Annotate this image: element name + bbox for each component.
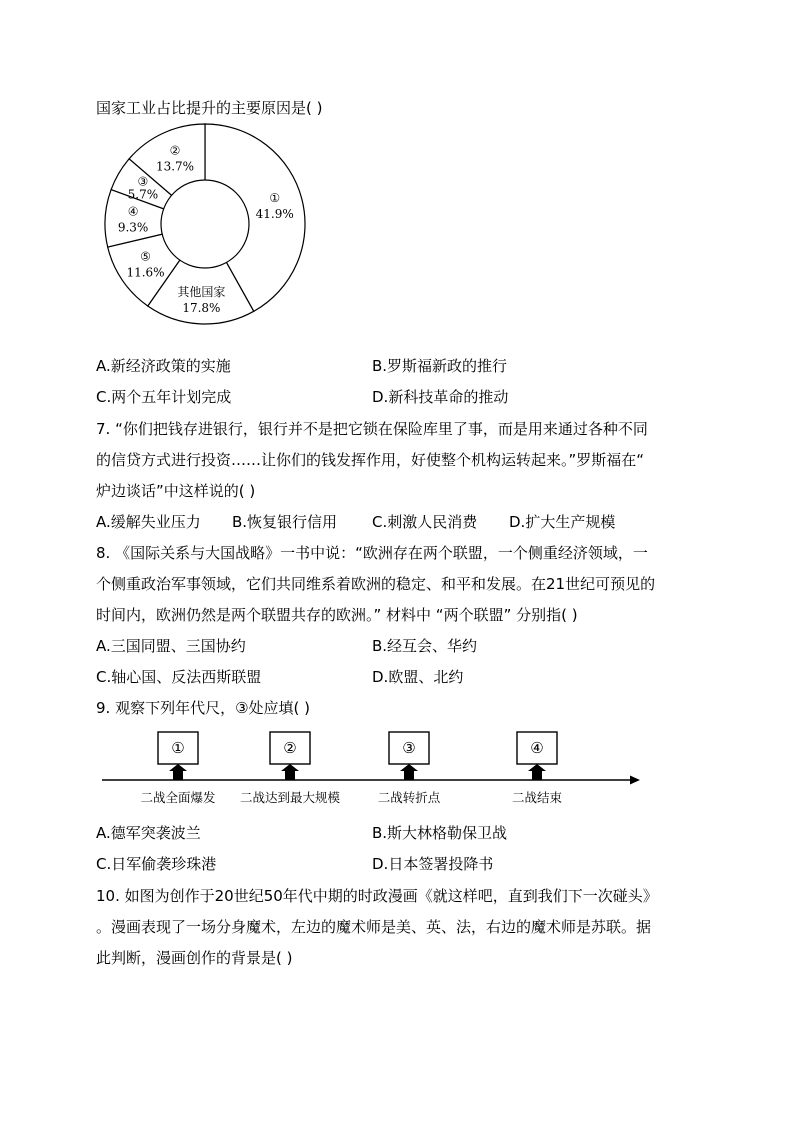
pie-value-label-5: 13.7% — [155, 159, 195, 174]
q6-option-a[interactable]: A.新经济政策的实施 — [96, 357, 231, 375]
q8-stem-line-1: 8. 《国际关系与大国战略》一书中说：“欧洲存在两个联盟，一个侧重经济领域，一 — [96, 544, 648, 562]
q6-option-d[interactable]: D.新科技革命的推动 — [372, 388, 509, 406]
q9-option-b[interactable]: B.斯大林格勒保卫战 — [372, 824, 508, 842]
pie-marker-2: ⑤ — [140, 249, 151, 264]
pie-marker-4: ③ — [137, 174, 149, 189]
pie-value-label-0: 41.9% — [255, 206, 294, 221]
q7-stem-line-3: 炉边谈话”中这样说的( ) — [96, 482, 256, 500]
q7-stem-line-1: 7. “你们把钱存进银行，银行并不是把它锁在保险库里了事，而是用来通过各种不同 — [96, 420, 648, 438]
donut-hole — [161, 180, 249, 268]
q8-option-b[interactable]: B.经互会、华约 — [372, 637, 478, 655]
timeline-label-3: 二战转折点 — [377, 790, 441, 805]
q9-option-a[interactable]: A.德军突袭波兰 — [96, 824, 201, 842]
timeline-label-4: 二战结束 — [511, 790, 563, 805]
q9-option-d[interactable]: D.日本签署投降书 — [372, 855, 494, 873]
timeline-box-marker-3: ③ — [402, 739, 416, 757]
q8-stem-line-3: 时间内，欧洲仍然是两个联盟共存的欧洲。” 材料中 “两个联盟” 分别指( ) — [96, 606, 578, 624]
q6-option-b[interactable]: B.罗斯福新政的推行 — [372, 357, 508, 375]
timeline-up-arrow-3 — [400, 764, 418, 780]
q8-option-d[interactable]: D.欧盟、北约 — [372, 668, 464, 686]
pie-value-label-4: 5.7% — [127, 187, 159, 202]
q10-stem-line-2: 。漫画表现了一场分身魔术，左边的魔术师是美、英、法，右边的魔术师是苏联。据 — [96, 918, 652, 936]
q7-stem-line-2: 的信贷方式进行投资……让你们的钱发挥作用，好使整个机构运转起来。”罗斯福在“ — [96, 451, 645, 469]
q9-option-c[interactable]: C.日军偷袭珍珠港 — [96, 855, 217, 873]
timeline-label-1: 二战全面爆发 — [140, 790, 216, 805]
pie-value-label-3: 9.3% — [117, 220, 149, 235]
q10-stem-line-1: 10. 如图为创作于20世纪50年代中期的时政漫画《就这样吧，直到我们下一次碰头》 — [96, 887, 658, 905]
timeline-arrowhead — [630, 776, 640, 785]
timeline-box-marker-4: ④ — [530, 739, 544, 757]
q7-option-b[interactable]: B.恢复银行信用 — [232, 513, 338, 531]
timeline-up-arrow-4 — [528, 764, 546, 780]
q6-option-c[interactable]: C.两个五年计划完成 — [96, 388, 232, 406]
timeline-up-arrow-2 — [281, 764, 299, 780]
pie-marker-0: ① — [269, 190, 281, 205]
pie-marker-5: ② — [169, 143, 181, 158]
q7-option-a[interactable]: A.缓解失业压力 — [96, 513, 201, 531]
q7-option-c[interactable]: C.刺激人民消费 — [372, 513, 478, 531]
q8-option-a[interactable]: A.三国同盟、三国协约 — [96, 637, 246, 655]
q10-stem-line-3: 此判断，漫画创作的背景是( ) — [96, 949, 293, 967]
timeline-box-marker-1: ① — [171, 739, 185, 757]
q8-stem-line-2: 个侧重政治军事领域，它们共同维系着欧洲的稳定、和平和发展。在21世纪可预见的 — [96, 575, 656, 593]
pie-value-label-1: 17.8% — [182, 300, 221, 315]
q6-stem: 国家工业占比提升的主要原因是( ) — [96, 99, 323, 117]
q6-donut-chart — [99, 118, 321, 340]
q8-option-c[interactable]: C.轴心国、反法西斯联盟 — [96, 668, 262, 686]
timeline-up-arrow-1 — [169, 764, 187, 780]
q9-stem: 9. 观察下列年代尺，③处应填( ) — [96, 699, 311, 717]
pie-marker-3: ④ — [127, 204, 139, 219]
pie-value-label-2: 11.6% — [126, 265, 165, 280]
timeline-label-2: 二战达到最大规模 — [239, 790, 341, 805]
pie-marker-1: 其他国家 — [177, 284, 226, 299]
q9-timeline — [96, 726, 644, 808]
timeline-box-marker-2: ② — [283, 739, 297, 757]
q7-option-d[interactable]: D.扩大生产规模 — [509, 513, 616, 531]
